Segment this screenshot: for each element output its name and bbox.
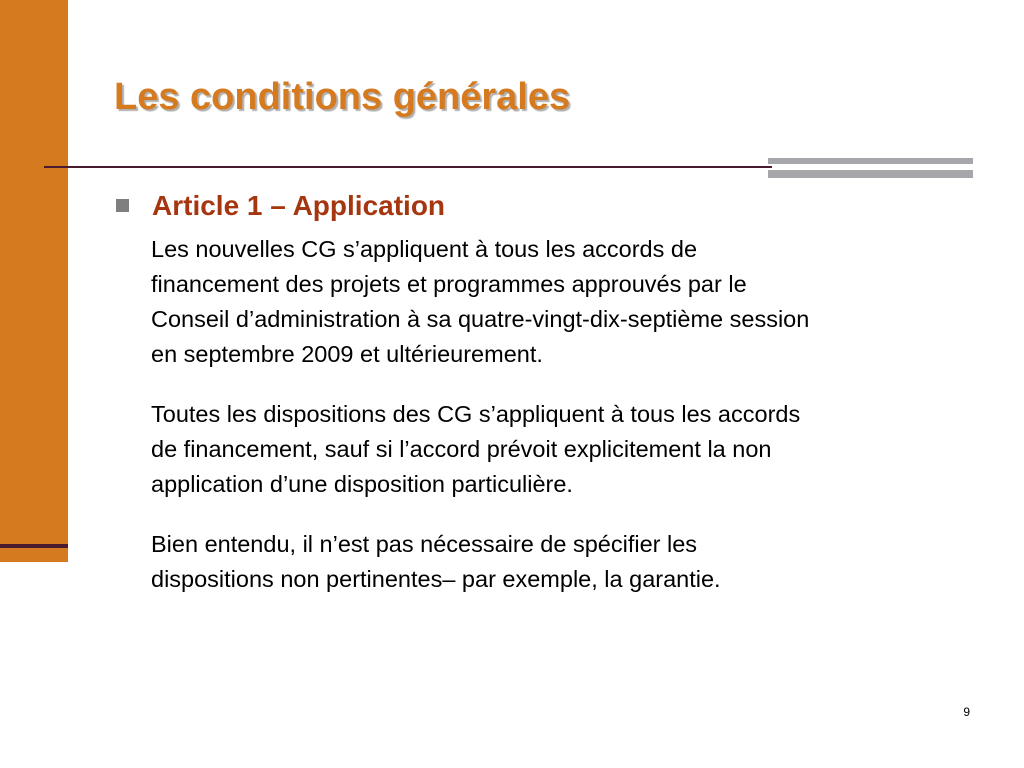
paragraph-line: financement des projets et programmes approuvés par le bbox=[151, 271, 747, 297]
paragraph-line: en septembre 2009 et ultérieurement. bbox=[151, 341, 543, 367]
side-accent-divider bbox=[0, 544, 68, 548]
square-bullet-icon bbox=[116, 199, 129, 212]
paragraph-line: dispositions non pertinentes– par exemple, la garantie. bbox=[151, 566, 721, 592]
paragraph-non-pertinent-provisions bbox=[151, 527, 971, 597]
paragraph-line: de financement, sauf si l’accord prévoit explicitement la non bbox=[151, 436, 772, 462]
side-accent-bar bbox=[0, 0, 68, 562]
paragraph-line: Les nouvelles CG s’appliquent à tous les accords de bbox=[151, 236, 698, 262]
paragraph-line: Toutes les dispositions des CG s’appliquent à tous les accords bbox=[151, 401, 801, 427]
decorative-grey-bar-bottom bbox=[768, 170, 973, 178]
slide-title: Les conditions générales bbox=[114, 76, 571, 118]
paragraph-all-provisions bbox=[151, 397, 971, 502]
paragraph-line: application d’une disposition particulière. bbox=[151, 471, 573, 497]
title-divider-line bbox=[44, 166, 772, 168]
paragraph-application-scope bbox=[151, 232, 971, 372]
article-heading: Article 1 – Application bbox=[152, 190, 446, 221]
paragraph-line: Conseil d’administration à sa quatre-vingt-dix-septième session bbox=[151, 306, 810, 332]
paragraph-line: Bien entendu, il n’est pas nécessaire de spécifier les bbox=[151, 531, 698, 557]
decorative-grey-bar-top bbox=[768, 158, 973, 164]
page-number: 9 bbox=[963, 705, 970, 719]
